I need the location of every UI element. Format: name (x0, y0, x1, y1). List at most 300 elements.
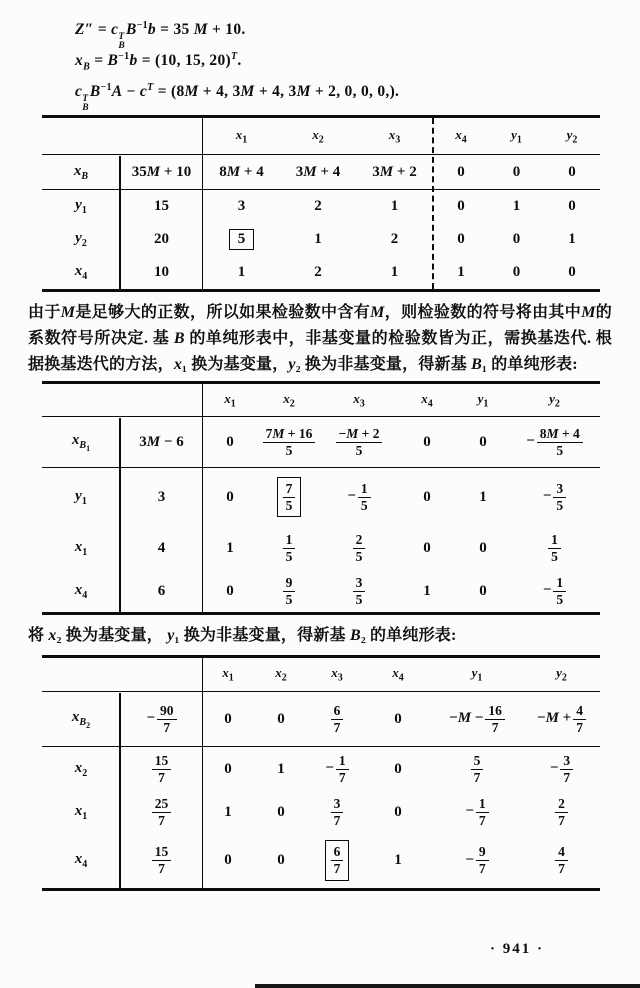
subscript: 4 (427, 398, 433, 410)
subscript: B (82, 103, 89, 114)
table-cell (457, 434, 509, 451)
table-divider-full (202, 658, 204, 888)
numerator: 3 (353, 575, 366, 592)
row-label (42, 197, 120, 216)
denominator: 5 (355, 591, 363, 607)
denominator: 7 (333, 719, 341, 735)
subscript: 1 (228, 672, 234, 684)
table-cell (253, 804, 309, 821)
variable-label: $x_1$ (74, 538, 88, 558)
row-value (120, 434, 203, 451)
table-cell (523, 703, 600, 736)
table-cell (257, 477, 321, 518)
table-cell (203, 852, 253, 869)
row-value (120, 164, 203, 181)
column-header (397, 391, 457, 410)
variable-label: $x_2$ (283, 390, 295, 410)
cell-content (555, 844, 568, 877)
cell-content (465, 844, 488, 877)
cell-content: 0 (226, 582, 234, 599)
denominator: 5 (355, 442, 363, 458)
table-cell (280, 264, 356, 281)
column-header (433, 127, 489, 146)
table-row (42, 468, 600, 526)
sign-prefix: − (325, 760, 334, 777)
denominator: 5 (556, 591, 564, 607)
denominator: 7 (478, 861, 486, 876)
table-cell (523, 796, 600, 829)
table-cell (257, 532, 321, 565)
pivot-box: 5 (229, 229, 255, 250)
cell-content: 4 (157, 539, 166, 556)
equation-line: c T B $B^{-1}A - c^T = (8M + 4$, 3M + 4, 3M + 2, 0, 0, 0,). (75, 82, 400, 114)
sign-prefix: − (542, 488, 552, 505)
cell-content: 0 (479, 539, 487, 556)
cell-content: 0 (226, 488, 234, 505)
table-cell (457, 583, 509, 600)
cell-content: 2 (390, 231, 399, 247)
table-cell (356, 231, 433, 248)
fraction (537, 426, 583, 459)
column-header (253, 665, 309, 684)
sign-prefix: − (347, 488, 356, 505)
table-divider-dashed (432, 118, 434, 289)
variable-label: $x_4$ (392, 665, 404, 684)
variable-label: $x_2$ (74, 759, 88, 779)
fraction (336, 426, 383, 459)
numerator: 90 (157, 703, 177, 720)
fraction (573, 703, 586, 736)
column-header (309, 665, 365, 684)
table-cell (321, 532, 397, 565)
row-label (42, 760, 120, 779)
fraction (157, 703, 177, 736)
cell-content: 6 (157, 582, 166, 599)
superscript: −1 (118, 51, 130, 62)
row-label (42, 803, 120, 822)
denominator: 7 (491, 719, 499, 735)
table-cell (544, 264, 600, 281)
cell-content: 0 (423, 433, 431, 450)
cell-content (353, 532, 366, 565)
table-row (42, 190, 600, 223)
cell-content (336, 426, 383, 459)
objective-row (42, 417, 600, 468)
cell-content: 0 (568, 198, 576, 214)
subscript: 1 (230, 398, 236, 410)
variable-label: $y_1$ (511, 126, 522, 146)
numerator: 25 (152, 796, 172, 813)
cell-content: 0 (457, 231, 465, 247)
table-divider-label (119, 156, 121, 290)
fraction (353, 532, 366, 565)
subscript: 2 (289, 398, 295, 410)
denominator: 5 (551, 548, 558, 564)
subscript: 4 (82, 271, 88, 282)
variable-label: $y_2$ (75, 230, 87, 249)
table-cell (253, 761, 309, 778)
numerator: 3 (331, 796, 344, 813)
column-header (523, 665, 600, 684)
column-header (431, 665, 523, 684)
cell-content: 1 (512, 198, 521, 214)
row-label (42, 488, 120, 507)
cell-content: 1 (314, 231, 322, 247)
cell-content: 0 (423, 539, 431, 556)
scan-artifact-bar (255, 984, 640, 988)
column-header (257, 391, 321, 410)
fraction (476, 796, 489, 829)
numerator: 3 (553, 481, 566, 498)
numerator: 15 (152, 753, 172, 770)
cell-content: 3 (237, 198, 246, 214)
table-cell (356, 264, 433, 281)
denominator: 7 (558, 861, 565, 876)
table-divider-label (119, 693, 121, 889)
variable-label: $x_1$ (224, 390, 236, 410)
numerator: 1 (476, 796, 489, 813)
numerator: 7M + 16 (263, 426, 316, 443)
row-label (42, 582, 120, 601)
paragraph-pivot-explanation: 由于M是足够大的正数，所以如果检验数中含有M，则检验数的符号将由其中M的系数符号所决定. 基 B 的单纯形表中，非基变量的检验数皆为正，需换基迭代. 根据换基迭代的方法，x₁ 换为基变量，y₂ 换为非基变量，得新基 B₁ 的单纯形表: (28, 304, 612, 373)
cell-content: 35M + 10 (131, 163, 192, 180)
table-cell (203, 761, 253, 778)
cell-content (449, 703, 505, 736)
cell-content: 0 (568, 264, 576, 280)
subscript: 2 (318, 134, 324, 146)
objective-row (42, 692, 600, 747)
superscript: T (82, 94, 89, 105)
sub-subscript: 1 (86, 443, 91, 453)
cell-content: 1 (226, 539, 234, 556)
cell-content: 10 (154, 264, 169, 280)
subscript: 4 (82, 859, 88, 870)
variable-label: $x_4$ (74, 581, 88, 601)
subscript: 1 (483, 398, 489, 410)
variable-label: $y_1$ (75, 197, 87, 216)
table-cell (431, 753, 523, 786)
pivot-box (277, 477, 302, 518)
cell-content: 3M + 2 (372, 163, 417, 180)
numerator: 4 (573, 703, 586, 720)
cell-content (555, 796, 568, 829)
table-cell (397, 489, 457, 506)
cell-content: 0 (512, 264, 521, 280)
cell-content: 0 (394, 710, 402, 727)
table-cell (321, 575, 397, 608)
table-cell (397, 434, 457, 451)
cell-content (543, 575, 566, 608)
variable-label: $y_2$ (549, 390, 560, 410)
fraction (331, 703, 344, 736)
cell-content (550, 753, 573, 786)
cell-content: 1 (277, 760, 285, 777)
column-header (203, 127, 280, 146)
cell-content: 1 (423, 582, 431, 599)
cell-content: 1 (457, 264, 465, 280)
table-cell (509, 532, 600, 565)
numerator: 1 (283, 532, 296, 549)
fraction (331, 796, 344, 829)
subscript: 1 (477, 672, 483, 684)
page-number: · 941 · (489, 941, 544, 957)
numerator: 1 (548, 532, 561, 549)
cell-content (526, 426, 583, 459)
cell-content: 2 (314, 264, 322, 280)
cell-content: 0 (512, 231, 521, 247)
numerator: 1 (358, 481, 371, 498)
table-row (42, 256, 600, 289)
variable-label: $x_2$ (275, 665, 287, 684)
pivot-box (325, 840, 350, 881)
row-label (42, 163, 120, 182)
table-cell (280, 231, 356, 248)
objective-row (42, 155, 600, 190)
sign-prefix: −M − (449, 710, 484, 727)
table-cell (203, 264, 280, 281)
cell-content: 1 (224, 803, 232, 820)
denominator: 7 (473, 769, 481, 785)
cell-content: 0 (394, 803, 402, 820)
cell-content: 0 (226, 433, 234, 450)
denominator: 7 (158, 812, 165, 828)
table-cell (203, 540, 257, 557)
table-cell (257, 426, 321, 459)
numerator: 5 (471, 753, 484, 770)
subscript: 1 (516, 134, 522, 146)
cell-content: 15 (154, 198, 169, 214)
table-cell (431, 844, 523, 877)
simplex-table-B1 (42, 381, 600, 615)
table-cell (431, 796, 523, 829)
fraction (152, 796, 172, 829)
table-row (42, 833, 600, 888)
fraction (560, 753, 573, 786)
cell-content (146, 703, 176, 736)
denominator: 5 (360, 497, 368, 513)
denominator: 5 (285, 591, 293, 607)
variable-label: $y_2$ (556, 665, 567, 684)
fraction (353, 575, 366, 608)
table-cell (509, 481, 600, 514)
sign-prefix: − (465, 851, 474, 868)
cell-content (283, 532, 296, 565)
table-cell (203, 711, 253, 728)
row-value (120, 753, 203, 786)
cell-content (152, 753, 172, 786)
variable-label: $x_4$ (421, 390, 433, 410)
variable-label: $x_3$ (388, 126, 401, 146)
denominator: 7 (563, 769, 571, 785)
row-value (120, 489, 203, 506)
cell-content (152, 844, 172, 877)
table-cell (321, 481, 397, 514)
denominator: 5 (556, 442, 564, 458)
denominator: 5 (285, 548, 293, 564)
equation-line: $x_B = B^{-1}b = (10$, 15, 20)$^T$. (75, 51, 242, 73)
cell-content (537, 703, 586, 736)
sup-sub-stack (118, 33, 125, 51)
table-divider-label (119, 418, 121, 613)
table-cell (489, 231, 544, 248)
cell-content: 0 (457, 198, 465, 214)
table-cell (544, 164, 600, 181)
table-cell (433, 231, 489, 248)
denominator: 7 (558, 812, 565, 828)
numerator: 16 (485, 703, 505, 720)
table-cell (509, 575, 600, 608)
cell-content (465, 796, 488, 829)
table-cell (544, 231, 600, 248)
table-cell (203, 583, 257, 600)
denominator: 7 (478, 812, 486, 828)
row-label (42, 539, 120, 558)
denominator: 7 (158, 769, 165, 785)
simplex-table-B (42, 115, 600, 292)
cell-content: 20 (154, 231, 169, 247)
superscript: −1 (136, 20, 148, 31)
table-cell (365, 804, 431, 821)
cell-content: 0 (568, 163, 576, 180)
table-cell (203, 804, 253, 821)
cell-content: 0 (277, 710, 285, 727)
table-cell (523, 844, 600, 877)
sign-prefix: − (542, 582, 552, 599)
table-cell (397, 540, 457, 557)
subscript: 1 (82, 810, 88, 822)
table-row (42, 223, 600, 256)
subscript: B2 (79, 716, 91, 730)
table-header-row (42, 658, 600, 692)
table-divider-full (202, 384, 204, 612)
table-cell (489, 198, 544, 215)
numerator: 3 (560, 753, 573, 770)
table-cell (280, 164, 356, 181)
row-value (120, 264, 203, 281)
table-cell (253, 852, 309, 869)
cell-content: 3M + 4 (295, 163, 341, 180)
table-header-row (42, 384, 600, 417)
row-value (120, 796, 203, 829)
cell-content (152, 796, 172, 829)
fraction (358, 481, 371, 514)
table-cell (433, 164, 489, 181)
table-cell (309, 753, 365, 786)
column-header (489, 127, 544, 146)
table-cell (509, 426, 600, 459)
table-cell (433, 264, 489, 281)
fraction (283, 481, 296, 514)
table-cell (203, 229, 280, 250)
fraction (263, 426, 316, 459)
cell-content: 0 (479, 582, 487, 599)
table-header-row (42, 118, 600, 155)
denominator: 5 (285, 497, 293, 513)
denominator: 7 (333, 812, 341, 828)
equations-block (75, 20, 640, 113)
table-cell (203, 434, 257, 451)
variable-label: $x_1$ (235, 126, 248, 146)
fraction (331, 844, 344, 877)
cell-content (548, 532, 561, 565)
subscript: 3 (359, 398, 365, 410)
superscript: T (230, 51, 238, 62)
column-header (203, 391, 257, 410)
table-cell (365, 761, 431, 778)
subscript: B (83, 61, 91, 73)
variable-label: $x_4$ (74, 851, 88, 870)
variable-label: $x_2$ (312, 126, 324, 146)
cell-content: 3 (157, 488, 166, 505)
column-header (280, 127, 356, 146)
equation-line: Z″ = c T B $B^{-1}b = 35$ M + 10. (75, 20, 246, 52)
cell-content: 1 (390, 264, 399, 280)
numerator: −M + 2 (336, 426, 383, 443)
sign-prefix: − (526, 433, 535, 450)
fraction (553, 481, 566, 514)
numerator: 15 (152, 844, 172, 861)
variable-label: $x_1$ (74, 802, 88, 822)
variable-label: $x_{B_1}$ (71, 431, 91, 453)
numerator: 2 (353, 532, 366, 549)
superscript: T (147, 82, 154, 93)
column-header (544, 127, 600, 146)
fraction (485, 703, 505, 736)
row-value (120, 703, 203, 736)
row-value (120, 583, 203, 600)
sign-prefix: − (146, 710, 156, 727)
row-value (120, 198, 203, 215)
table-cell (253, 711, 309, 728)
denominator: 5 (556, 497, 564, 513)
subscript: B (81, 170, 89, 182)
cell-content (471, 753, 484, 786)
table-cell (365, 852, 431, 869)
denominator: 5 (285, 442, 293, 458)
variable-label: $x_3$ (331, 665, 343, 684)
cell-content (263, 426, 316, 459)
table-cell (365, 711, 431, 728)
column-header (356, 127, 433, 146)
table-cell (203, 164, 280, 181)
table-row (42, 570, 600, 612)
subscript: 3 (337, 672, 343, 684)
cell-content: 0 (277, 852, 285, 868)
variable-label: $y_1$ (471, 665, 483, 684)
row-value (120, 231, 203, 248)
variable-label: $x_{B_2}$ (71, 708, 91, 730)
table-cell (309, 796, 365, 829)
subscript: B1 (79, 439, 91, 453)
cell-content: 3M − 6 (139, 433, 184, 450)
table-cell (457, 540, 509, 557)
subscript: 2 (572, 134, 578, 146)
numerator: 6 (331, 844, 344, 861)
sub-subscript: 2 (86, 720, 91, 730)
cell-content (543, 481, 566, 514)
subscript: 4 (461, 134, 467, 146)
numerator: 2 (555, 796, 568, 813)
denominator: 7 (158, 861, 165, 876)
cell-content: 0 (224, 760, 232, 777)
sup-sub-stack (82, 95, 89, 113)
variable-label: $y_1$ (75, 487, 87, 507)
cell-content (331, 796, 344, 829)
table-row (42, 747, 600, 791)
row-label (42, 851, 120, 870)
sign-prefix: − (465, 803, 474, 820)
paragraph-next-iteration: 将 x₂ 换为基变量， y₁ 换为非基变量，得新基 B₂ 的单纯形表: (28, 627, 457, 644)
